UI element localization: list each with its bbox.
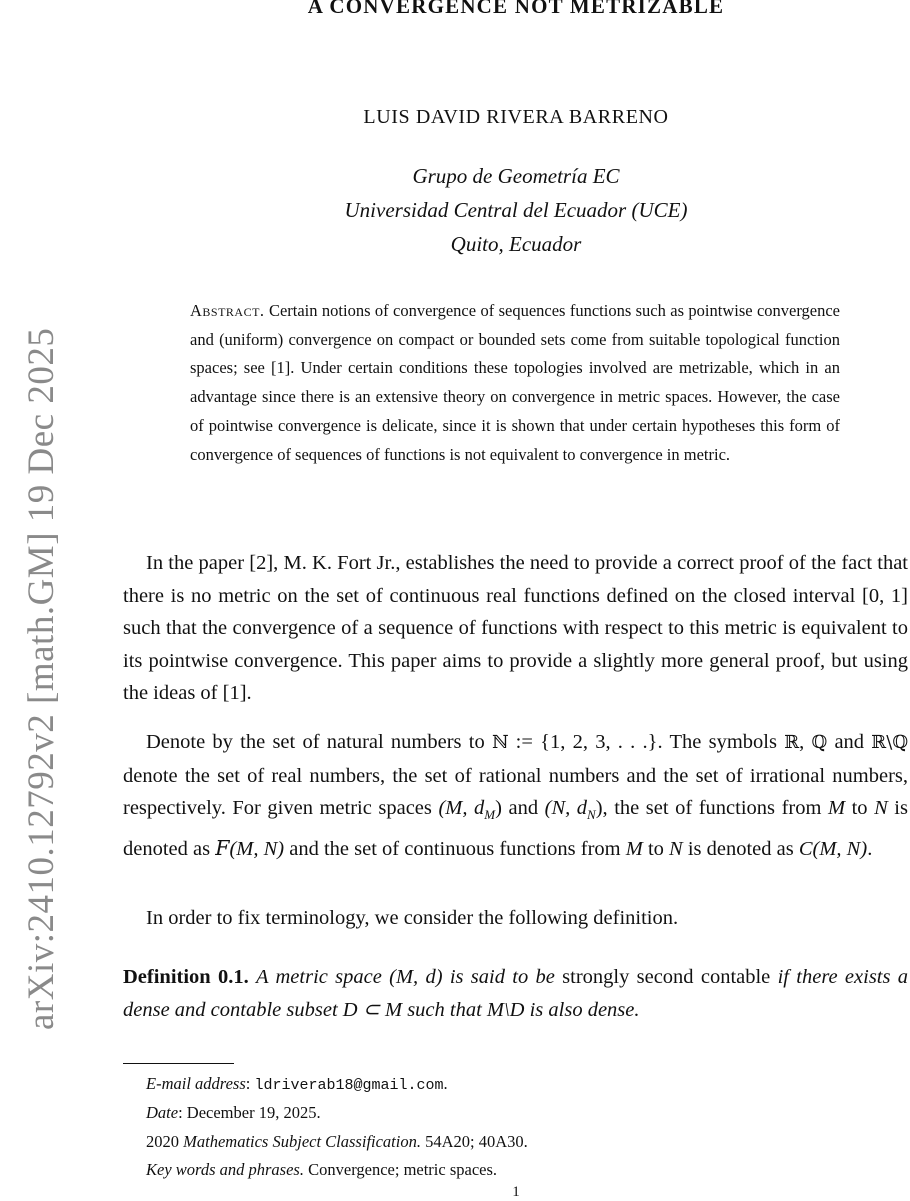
function-set-symbol: F <box>215 835 230 860</box>
definition-term: strongly second contable <box>562 966 771 988</box>
rationals-symbol: ℚ <box>811 732 828 753</box>
abstract-label: Abstract. <box>190 301 265 320</box>
notation-text: ) and <box>495 797 545 819</box>
definition-label: Definition 0.1. <box>123 966 249 988</box>
function-set-args: (M, N) <box>229 837 285 860</box>
abstract-text: Certain notions of convergence of sequences functions such as pointwise convergence and (uniform) convergence on compact or bounded sets come from suitable topological function spaces; see [1]. Under certain conditions these topologies involved are metrizable, which in an advantage since there is an extensive theory on convergence in metric spaces. However, the case of pointwise convergence is delicate, since it is shown that under certain hypotheses this form of convergence of sequences of functions is not equivalent to convergence in metric. <box>190 301 841 464</box>
notation-text: is denoted as <box>123 797 908 860</box>
affiliation-city: Quito, Ecuador <box>450 232 582 256</box>
footnote-keywords <box>146 1160 497 1180</box>
intro-paragraph-text: In the paper [2], M. K. Fort Jr., establishes the need to provide a correct proof of the fact that there is no metric on the set of continuous real functions defined on the closed interval [0, 1] such that the convergence of a sequence of functions with respect to this metric is equivalent to its pointwise convergence. This paper aims to provide a slightly more general proof, but using the ideas of [1]. <box>123 552 908 704</box>
date-value: : December 19, 2025. <box>178 1103 321 1122</box>
subscript-m: M <box>484 807 496 823</box>
notation-text: to <box>845 797 875 819</box>
definition-block <box>123 961 908 1026</box>
abstract <box>190 297 840 469</box>
notation-text: ), the set of functions from <box>595 797 828 819</box>
msc-year: 2020 <box>146 1132 184 1151</box>
metric-space-m: (M, d <box>438 797 485 819</box>
footnote-date <box>146 1103 321 1123</box>
author-name: LUIS DAVID RIVERA BARRENO <box>363 106 669 128</box>
metric-space-n: (N, d <box>544 797 588 819</box>
notation-text: , <box>799 731 812 753</box>
email-address: ldriverab18@gmail.com <box>254 1077 444 1094</box>
arxiv-identifier-stamp: arXiv:2410.12792v2 [math.GM] 19 Dec 2025 <box>21 327 62 1030</box>
footnote-msc <box>146 1132 528 1152</box>
affiliation-university: Universidad Central del Ecuador (UCE) <box>344 198 688 222</box>
terminology-paragraph <box>123 902 908 935</box>
naturals-symbol: ℕ <box>491 732 509 753</box>
email-label: E-mail address <box>146 1074 246 1093</box>
affiliation-group: Grupo de Geometría EC <box>412 164 620 188</box>
keywords-label: Key words and phrases. <box>146 1160 304 1179</box>
paper-title: A CONVERGENCE NOT METRIZABLE <box>307 0 725 18</box>
notation-text: is denoted as <box>682 837 799 860</box>
notation-text: and the set of continuous functions from <box>284 837 626 860</box>
reals-symbol: ℝ <box>784 732 800 753</box>
footnote-rule <box>123 1063 234 1064</box>
math-m: M <box>827 797 846 819</box>
notation-text: := {1, 2, 3, . . .}. The symbols <box>508 731 785 753</box>
math-n: N <box>874 797 888 819</box>
msc-label: Mathematics Subject Classification. <box>183 1132 421 1151</box>
terminology-paragraph-text: In order to fix terminology, we consider the following definition. <box>146 907 679 929</box>
irrationals-symbol: ℝ\ℚ <box>871 732 908 753</box>
notation-text: . <box>867 837 873 860</box>
footnote-email <box>146 1074 448 1094</box>
subscript-n: N <box>587 807 596 823</box>
keywords-value: Convergence; metric spaces. <box>303 1160 498 1179</box>
definition-text: A metric space (M, d) is said to be <box>256 966 555 988</box>
page-number: 1 <box>512 1184 520 1200</box>
email-sep: : <box>245 1074 255 1093</box>
date-label: Date <box>146 1103 179 1122</box>
math-m: M <box>625 837 643 860</box>
math-n: N <box>669 837 683 860</box>
intro-paragraph <box>123 547 908 710</box>
email-end: . <box>443 1074 448 1093</box>
msc-codes: 54A20; 40A30. <box>420 1132 528 1151</box>
notation-text: Denote by the set of natural numbers to <box>146 731 492 753</box>
definition-text: if there exists a dense and contable subset D ⊂ M such that M\D is also dense. <box>123 966 909 1021</box>
continuous-function-set: C(M, N) <box>798 837 868 860</box>
notation-text: denote the set of real numbers, the set of rational numbers and the set of irrational numbers, respectively. For given metric spaces <box>123 764 908 819</box>
notation-paragraph <box>123 726 908 865</box>
notation-text: to <box>642 837 670 860</box>
notation-text: and <box>827 731 872 753</box>
